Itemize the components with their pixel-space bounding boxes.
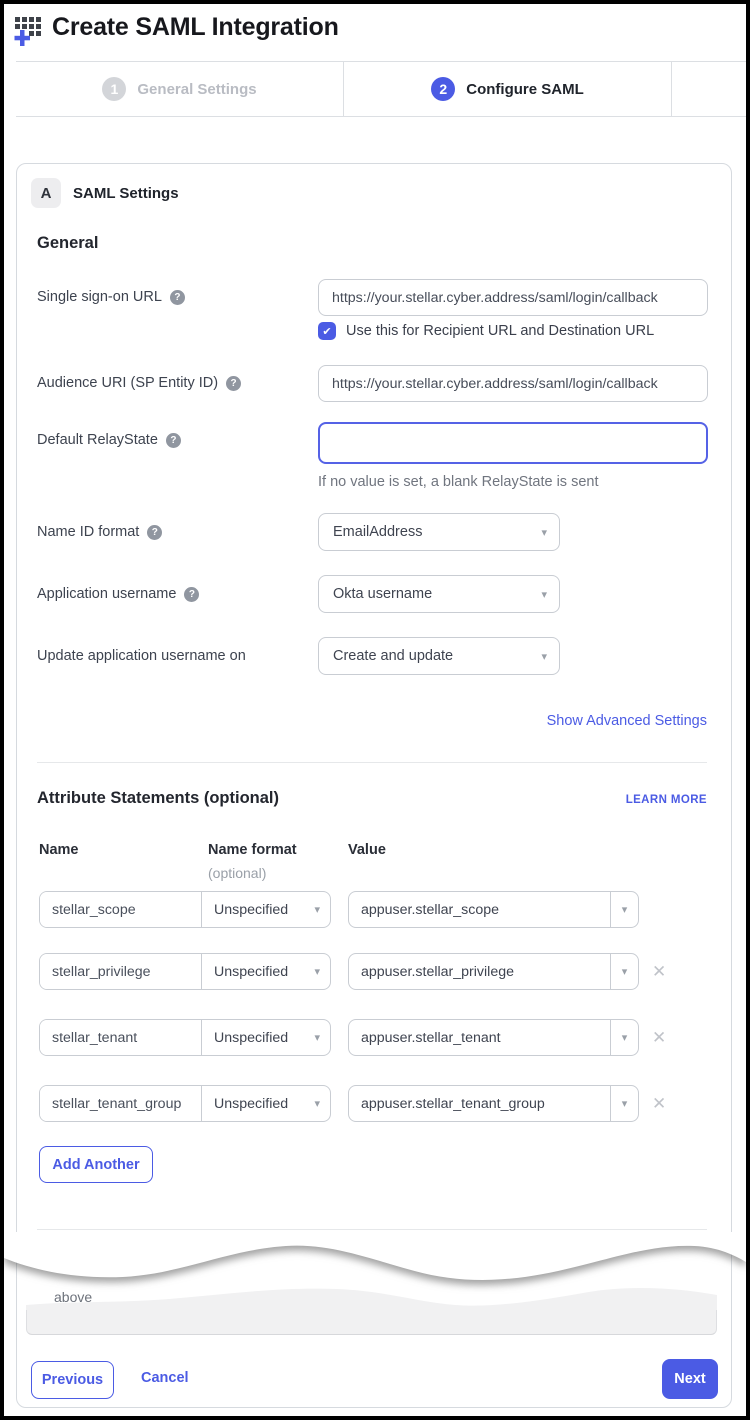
step-next-partial xyxy=(672,62,746,116)
chevron-down-icon: ▾ xyxy=(541,526,547,539)
chevron-down-icon: ▾ xyxy=(621,966,628,978)
attribute-value-dropdown-button[interactable] xyxy=(610,954,638,989)
name-id-format-label: Name ID format ? xyxy=(37,524,162,540)
attribute-value-combo xyxy=(348,1085,639,1122)
truncated-hint-text: above xyxy=(54,1289,93,1305)
column-header-name: Name xyxy=(39,842,79,858)
attribute-name-input[interactable] xyxy=(40,1020,202,1055)
add-application-icon xyxy=(14,13,48,47)
attribute-value-input[interactable]: appuser.stellar_privilege xyxy=(361,963,514,980)
saml-settings-card xyxy=(16,163,732,1408)
attribute-name-format-group xyxy=(39,1019,331,1056)
help-icon[interactable]: ? xyxy=(166,433,181,448)
attribute-name-format-group xyxy=(39,1085,331,1122)
remove-row-icon[interactable]: ✕ xyxy=(652,1028,667,1047)
attribute-format-select[interactable]: Unspecified ▾ xyxy=(214,901,320,918)
attribute-row xyxy=(39,1019,666,1056)
name-id-format-select[interactable]: EmailAddress ▾ xyxy=(318,513,560,551)
chevron-down-icon: ▾ xyxy=(314,966,320,978)
step-2-label: Configure SAML xyxy=(466,80,584,98)
chevron-down-icon: ▾ xyxy=(314,904,320,916)
attribute-row xyxy=(39,953,666,990)
update-username-label: Update application username on xyxy=(37,648,246,664)
section-divider xyxy=(37,762,707,763)
audience-uri-label: Audience URI (SP Entity ID) ? xyxy=(37,375,241,391)
help-icon[interactable]: ? xyxy=(226,376,241,391)
show-advanced-settings-link[interactable]: Show Advanced Settings xyxy=(546,713,707,729)
step-1-circle: 1 xyxy=(102,77,126,101)
relay-state-label: Default RelayState ? xyxy=(37,432,181,448)
attribute-value-dropdown-button[interactable] xyxy=(610,1020,638,1055)
sso-url-label: Single sign-on URL ? xyxy=(37,289,185,305)
chevron-down-icon: ▾ xyxy=(621,904,628,916)
update-username-select[interactable]: Create and update ▾ xyxy=(318,637,560,675)
chevron-down-icon: ▾ xyxy=(621,1032,628,1044)
attribute-format-select[interactable]: Unspecified ▾ xyxy=(214,1095,320,1112)
wizard-steps xyxy=(16,61,746,117)
attribute-value-combo xyxy=(348,1019,639,1056)
attribute-name-format-group xyxy=(39,891,331,928)
application-username-select[interactable]: Okta username ▾ xyxy=(318,575,560,613)
remove-row-icon[interactable]: ✕ xyxy=(652,962,667,981)
step-general-settings[interactable] xyxy=(16,62,344,116)
section-a-badge: A xyxy=(31,178,61,208)
add-another-button[interactable]: Add Another xyxy=(39,1146,153,1183)
attribute-value-combo xyxy=(348,953,639,990)
application-username-label: Application username ? xyxy=(37,586,199,602)
recipient-url-check-row xyxy=(318,322,654,340)
chevron-down-icon: ▾ xyxy=(541,650,547,663)
attribute-name-input[interactable] xyxy=(40,892,202,927)
audience-uri-input[interactable] xyxy=(318,365,708,402)
general-heading: General xyxy=(37,234,99,252)
attribute-value-input[interactable]: appuser.stellar_tenant xyxy=(361,1029,501,1046)
attribute-value-combo xyxy=(348,891,639,928)
attribute-format-select[interactable]: Unspecified ▾ xyxy=(214,963,320,980)
step-2-circle: 2 xyxy=(431,77,455,101)
chevron-down-icon: ▾ xyxy=(314,1032,320,1044)
recipient-url-checkbox-label: Use this for Recipient URL and Destination URL xyxy=(346,323,655,339)
attribute-name-input[interactable] xyxy=(40,1086,202,1121)
step-configure-saml[interactable] xyxy=(344,62,672,116)
next-button[interactable]: Next xyxy=(662,1359,718,1399)
chevron-down-icon: ▾ xyxy=(541,588,547,601)
graybox-body xyxy=(26,1310,717,1335)
saml-settings-title: SAML Settings xyxy=(73,185,179,202)
recipient-url-checkbox[interactable]: ✔ xyxy=(318,322,336,340)
relay-state-hint: If no value is set, a blank RelayState is sent xyxy=(318,474,599,490)
attribute-row xyxy=(39,891,666,928)
attribute-format-select[interactable]: Unspecified ▾ xyxy=(214,1029,320,1046)
previous-button[interactable]: Previous xyxy=(31,1361,114,1399)
help-icon[interactable]: ? xyxy=(170,290,185,305)
help-icon[interactable]: ? xyxy=(184,587,199,602)
cancel-link[interactable]: Cancel xyxy=(141,1370,189,1386)
relay-state-input[interactable] xyxy=(318,422,708,464)
disabled-preview-box xyxy=(26,1286,717,1335)
attribute-value-dropdown-button[interactable] xyxy=(610,1086,638,1121)
graybox-wavy-top xyxy=(26,1286,717,1310)
chevron-down-icon: ▾ xyxy=(314,1098,320,1110)
page-title: Create SAML Integration xyxy=(52,13,339,41)
help-icon[interactable]: ? xyxy=(147,525,162,540)
remove-row-icon[interactable]: ✕ xyxy=(652,1094,667,1113)
attribute-statements-heading: Attribute Statements (optional) xyxy=(37,789,279,807)
column-header-format-optional: (optional) xyxy=(208,865,267,881)
sso-url-input[interactable] xyxy=(318,279,708,316)
attribute-value-input[interactable]: appuser.stellar_tenant_group xyxy=(361,1095,545,1112)
learn-more-link[interactable]: LEARN MORE xyxy=(625,794,707,806)
footer-divider xyxy=(37,1229,707,1230)
attribute-name-input[interactable] xyxy=(40,954,202,989)
attribute-row xyxy=(39,1085,666,1122)
column-header-value: Value xyxy=(348,842,386,858)
step-1-label: General Settings xyxy=(137,80,257,98)
attribute-value-input[interactable]: appuser.stellar_scope xyxy=(361,901,500,918)
chevron-down-icon: ▾ xyxy=(621,1098,628,1110)
attribute-value-dropdown-button[interactable] xyxy=(610,892,638,927)
attribute-name-format-group xyxy=(39,953,331,990)
column-header-format: Name format xyxy=(208,842,297,858)
